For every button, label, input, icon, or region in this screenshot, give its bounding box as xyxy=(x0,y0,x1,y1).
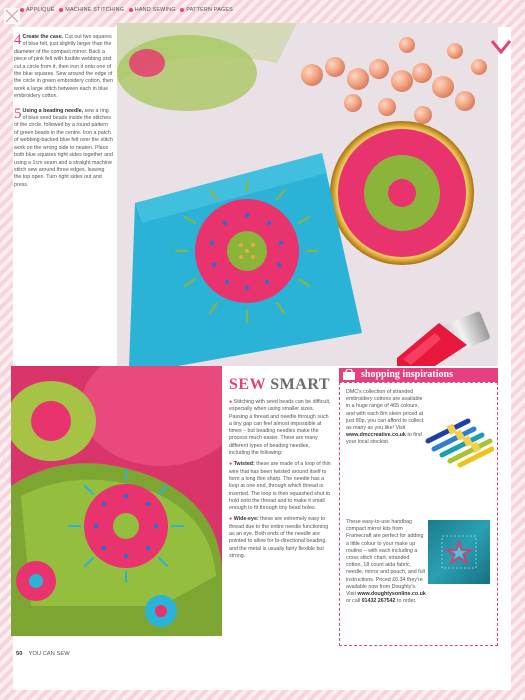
instructions-column xyxy=(14,34,113,196)
compact-kit-text xyxy=(346,519,426,605)
item-term: Wide-eye: xyxy=(233,516,259,523)
sew-smart-title-a: SEW xyxy=(229,376,266,393)
step-title: Create the case. xyxy=(22,34,64,40)
bullet-icon: ● xyxy=(229,399,233,405)
sew-smart-item xyxy=(229,461,331,512)
doughtys-website-link[interactable]: www.doughtysonline.co.uk xyxy=(357,591,426,598)
step-title: Using a beading needle, xyxy=(22,107,84,114)
nav-bullet-icon xyxy=(20,8,24,12)
sew-smart-title xyxy=(229,376,331,394)
magazine-name: YOU CAN SEW xyxy=(28,651,70,657)
sew-smart-box xyxy=(229,376,331,564)
dmc-product-text xyxy=(346,389,426,447)
page-corner-chevron-icon xyxy=(490,38,512,56)
item-text: these are extremely easy to thread due to the entire needle functioning as an eye. Both ends of the needle are pointed to allow for bi-directional beading, and the metal is usually fairly flexible but strong. xyxy=(229,516,329,559)
nav-bullet-icon xyxy=(59,8,63,12)
shopping-inspirations-panel xyxy=(337,368,498,646)
nav-item-hand-sewing[interactable]: HAND SEWING xyxy=(134,7,176,13)
step-number: 5 xyxy=(14,105,22,122)
compact-kit-image xyxy=(428,520,490,584)
sew-smart-title-b: SMART xyxy=(270,376,330,393)
item-term: Twisted: xyxy=(233,461,255,468)
shopping-heading-text: shopping inspirations xyxy=(361,369,453,380)
item-text: these are made of a loop of thin wire that has been twisted around itself to form a long thin sharp. The needle has a loop at one end, through which thread is inserted. The loop is then squashed shut to hold onto the thread and to make it small enough to fit through tiny bead holes. xyxy=(229,461,331,512)
nav-item-applique[interactable]: APPLIQUÉ xyxy=(26,7,55,13)
section-nav xyxy=(17,7,233,13)
page-number: 50 xyxy=(16,651,23,657)
dmc-description: DMC's collection of stranded embroidery cottons are available in a huge range of 465 colours, and with each 8m skein priced at just 80p, you can afford to collect as many as you like! Visit xyxy=(346,389,424,432)
page-footer xyxy=(16,651,70,657)
felt-purses-photo xyxy=(11,366,222,636)
shopping-box xyxy=(339,382,498,646)
bullet-icon: ● xyxy=(229,516,233,523)
dmc-website-link[interactable]: www.dmccreative.co.uk xyxy=(346,432,406,439)
nav-bullet-icon xyxy=(180,8,184,12)
doughtys-phone[interactable]: 01432 267542 xyxy=(361,598,396,605)
kit-description-end: to order. xyxy=(395,598,417,605)
kit-description-mid: or call xyxy=(346,598,362,605)
step-5 xyxy=(14,105,113,189)
kit-description: These easy-to-use handbag compact mirror kits from Framecraft are perfect for adding a little colour to your make up routine – with each including a cross stitch chart, stranded cotton, 18 count aida fabric, needle, mirror and pouch, and full instructions. Priced £6.34 they're available now from Doughty's. Visit xyxy=(346,519,425,598)
nav-item-machine-stitching[interactable]: MACHINE STITCHING xyxy=(65,7,125,13)
embroidery-threads-image xyxy=(420,401,494,471)
felt-compact-case-photo xyxy=(117,23,498,366)
step-number: 4 xyxy=(14,32,22,48)
step-text: sew a ring of blue seed beads inside the stitches of the circle, followed by a round pattern of green beads in the centre. Iron a patch of webbing-backed blue felt over the stitch work on the wrong side to neaten. Place both blue squares right sides together and using a 1cm seam and a straight machine stitch sew around three edges, leaving the top open. Turn right sides out and press. xyxy=(14,107,113,188)
page-corner-decoration-icon xyxy=(4,8,20,24)
nav-item-pattern-pages[interactable]: PATTERN PAGES xyxy=(186,7,233,13)
sew-smart-body xyxy=(229,399,331,560)
dmc-description-end: to find your local stockist. xyxy=(346,432,422,446)
nav-bullet-icon xyxy=(129,8,133,12)
sew-smart-item xyxy=(229,516,331,560)
sew-smart-intro xyxy=(229,399,331,457)
bullet-icon: ● xyxy=(229,461,233,468)
intro-text: Stitching with seed beads can be difficult, especially when using smaller sizes. Passing a thread and needle through such a tiny gap can feel almost impossible at times – but beading needles make the process much easier. There are many different types of beading needles, including the following: xyxy=(229,399,331,457)
shopping-heading xyxy=(339,368,498,382)
step-text: Cut out two squares of blue felt, just slightly larger than the diameter of the compact mirror. Back a piece of pink felt with fusible webbing and cut a circle from it, then iron it onto one of the blue squares. Sew around the edge of the circle in green embroidery cotton, then work a large stitch between each in blue embroidery cotton. xyxy=(14,34,113,100)
step-4 xyxy=(14,34,113,101)
shopping-bag-icon xyxy=(342,369,356,381)
